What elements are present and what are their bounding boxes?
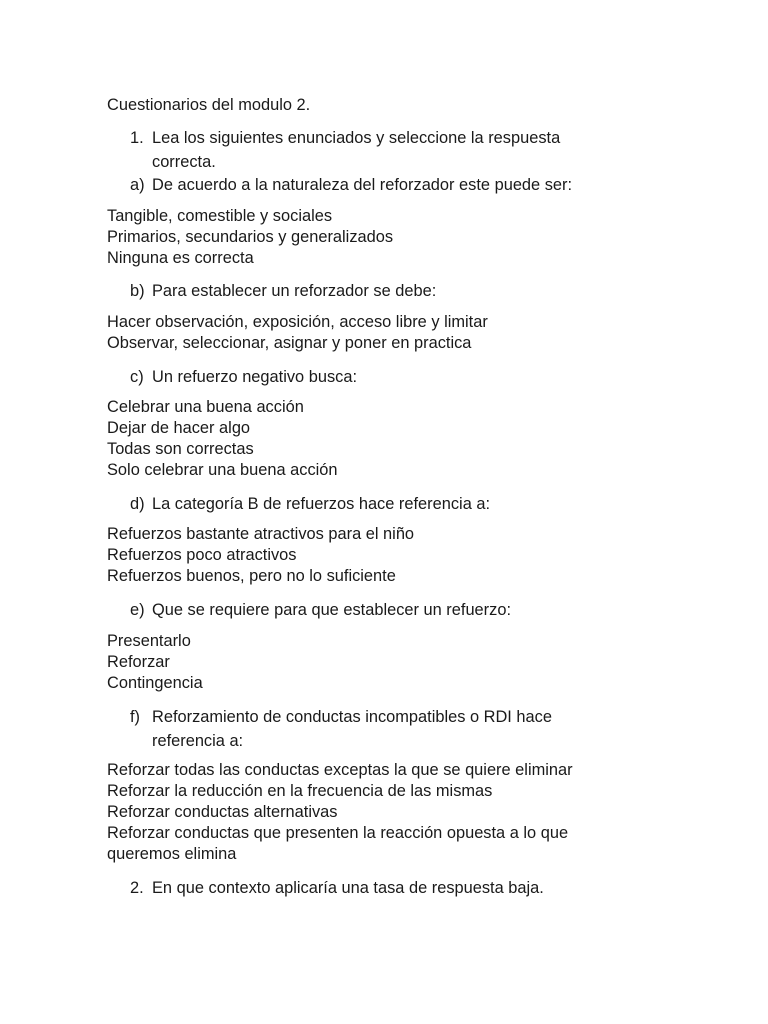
- question-1: [130, 126, 622, 174]
- answer-option: Presentarlo: [107, 632, 191, 650]
- answer-option: Tangible, comestible y sociales: [107, 207, 333, 225]
- answer-option: Contingencia: [107, 674, 203, 692]
- answers-f: [107, 760, 573, 865]
- question-marker: f): [130, 708, 141, 726]
- answer-option: Refuerzos bastante atractivos para el niño: [107, 525, 415, 543]
- answer-option: Reforzar la reducción en la frecuencia de las mismas: [107, 782, 493, 800]
- question-text: Para establecer un reforzador se debe:: [152, 282, 437, 300]
- question-f: [130, 705, 602, 753]
- answers-d: [107, 524, 414, 587]
- answer-option: Todas son correctas: [107, 440, 254, 458]
- question-b: [130, 279, 622, 303]
- answer-option: Reforzar conductas que presenten la reacción opuesta a lo que: [107, 824, 569, 842]
- answer-option: Dejar de hacer algo: [107, 419, 251, 437]
- question-text: Un refuerzo negativo busca:: [152, 368, 358, 386]
- question-text: Que se requiere para que establecer un refuerzo:: [152, 601, 511, 619]
- answer-option: Refuerzos poco atractivos: [107, 546, 297, 564]
- question-marker: a): [130, 176, 145, 194]
- answer-option: Reforzar todas las conductas exceptas la que se quiere eliminar: [107, 761, 573, 779]
- question-d: [130, 492, 622, 516]
- answer-option: Solo celebrar una buena acción: [107, 461, 338, 479]
- question-text: En que contexto aplicaría una tasa de respuesta baja.: [152, 879, 544, 897]
- document-title: Cuestionarios del modulo 2.: [107, 96, 311, 114]
- question-text: Reforzamiento de conductas incompatibles o RDI hace referencia a:: [152, 708, 552, 750]
- question-2: [130, 876, 622, 900]
- answers-b: [107, 312, 488, 354]
- answers-c: [107, 397, 338, 481]
- answer-option: queremos elimina: [107, 845, 237, 863]
- answers-a: [107, 206, 393, 269]
- question-marker: c): [130, 368, 144, 386]
- question-marker: b): [130, 282, 145, 300]
- question-c: [130, 365, 622, 389]
- answer-option: Refuerzos buenos, pero no lo suficiente: [107, 567, 396, 585]
- answer-option: Primarios, secundarios y generalizados: [107, 228, 394, 246]
- question-marker: e): [130, 601, 145, 619]
- question-marker: 2.: [130, 879, 144, 897]
- answer-option: Hacer observación, exposición, acceso libre y limitar: [107, 313, 488, 331]
- question-text: De acuerdo a la naturaleza del reforzador este puede ser:: [152, 176, 573, 194]
- answer-option: Ninguna es correcta: [107, 249, 254, 267]
- answers-e: [107, 631, 203, 694]
- question-marker: 1.: [130, 129, 144, 147]
- question-text: Lea los siguientes enunciados y seleccione la respuesta correcta.: [152, 129, 561, 171]
- answer-option: Reforzar: [107, 653, 170, 671]
- question-text: La categoría B de refuerzos hace referencia a:: [152, 495, 491, 513]
- answer-option: Reforzar conductas alternativas: [107, 803, 338, 821]
- answer-option: Observar, seleccionar, asignar y poner en practica: [107, 334, 472, 352]
- question-e: [130, 598, 622, 622]
- question-marker: d): [130, 495, 145, 513]
- answer-option: Celebrar una buena acción: [107, 398, 304, 416]
- question-a: [130, 173, 622, 197]
